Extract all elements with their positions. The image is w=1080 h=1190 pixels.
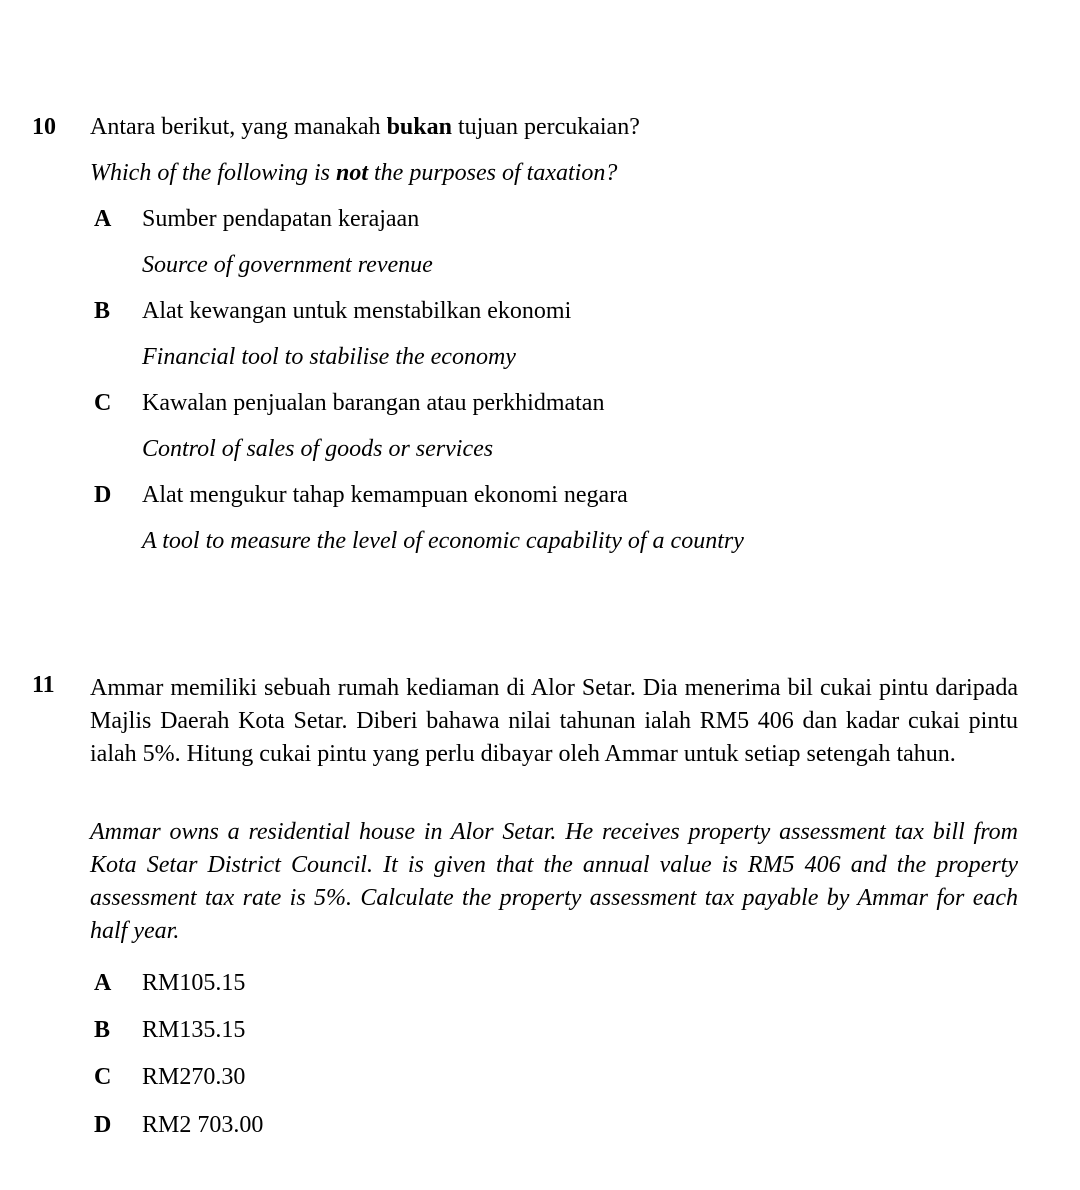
q10-option-c-malay[interactable]: Kawalan penjualan barangan atau perkhidmatan — [142, 390, 605, 416]
q11-option-a-text[interactable]: RM105.15 — [142, 970, 246, 996]
q10-option-d-english: A tool to measure the level of economic capability of a country — [142, 528, 744, 554]
q10-option-a-letter[interactable]: A — [94, 206, 112, 232]
q11-option-c-letter[interactable]: C — [94, 1064, 112, 1090]
q10-option-a-english: Source of government revenue — [142, 252, 433, 278]
q10-option-d-malay[interactable]: Alat mengukur tahap kemampuan ekonomi negara — [142, 482, 628, 508]
question-10-number: 10 — [32, 114, 56, 140]
q11-option-c-text[interactable]: RM270.30 — [142, 1064, 246, 1090]
q11-option-d-letter[interactable]: D — [94, 1112, 112, 1138]
q10-option-b-malay[interactable]: Alat kewangan untuk menstabilkan ekonomi — [142, 298, 572, 324]
question-11-stem-malay: Ammar memiliki sebuah rumah kediaman di Alor Setar. Dia menerima bil cukai pintu daripada Majlis Daerah Kota Setar. Diberi bahawa nilai tahunan ialah RM5 406 dan kadar cukai pintu ialah 5%. Hitung cukai pintu yang perlu dibayar oleh Ammar untuk setiap setengah tahun. — [90, 675, 1018, 767]
q10-option-c-letter[interactable]: C — [94, 390, 112, 416]
q10-option-b-english: Financial tool to stabilise the economy — [142, 344, 516, 370]
q10-option-b-letter[interactable]: B — [94, 298, 111, 324]
q10-option-c-english: Control of sales of goods or services — [142, 436, 494, 462]
question-11-number: 11 — [32, 672, 55, 698]
question-10-stem-malay: Antara berikut, yang manakah bukan tujuan percukaian? — [90, 114, 640, 140]
question-10-stem-english: Which of the following is not the purposes of taxation? — [90, 160, 618, 186]
q10-option-d-letter[interactable]: D — [94, 482, 112, 508]
q11-option-b-letter[interactable]: B — [94, 1017, 111, 1043]
q10-option-a-malay[interactable]: Sumber pendapatan kerajaan — [142, 206, 420, 232]
question-11-stem-english: Ammar owns a residential house in Alor Setar. He receives property assessment tax bill from Kota Setar District Council. It is given that the annual value is RM5 406 and the property assessment tax rate is 5%. Calculate the property assessment tax payable by Ammar for each half year. — [90, 819, 1018, 944]
q11-option-a-letter[interactable]: A — [94, 970, 112, 996]
q11-option-b-text[interactable]: RM135.15 — [142, 1017, 246, 1043]
q11-option-d-text[interactable]: RM2 703.00 — [142, 1112, 264, 1138]
